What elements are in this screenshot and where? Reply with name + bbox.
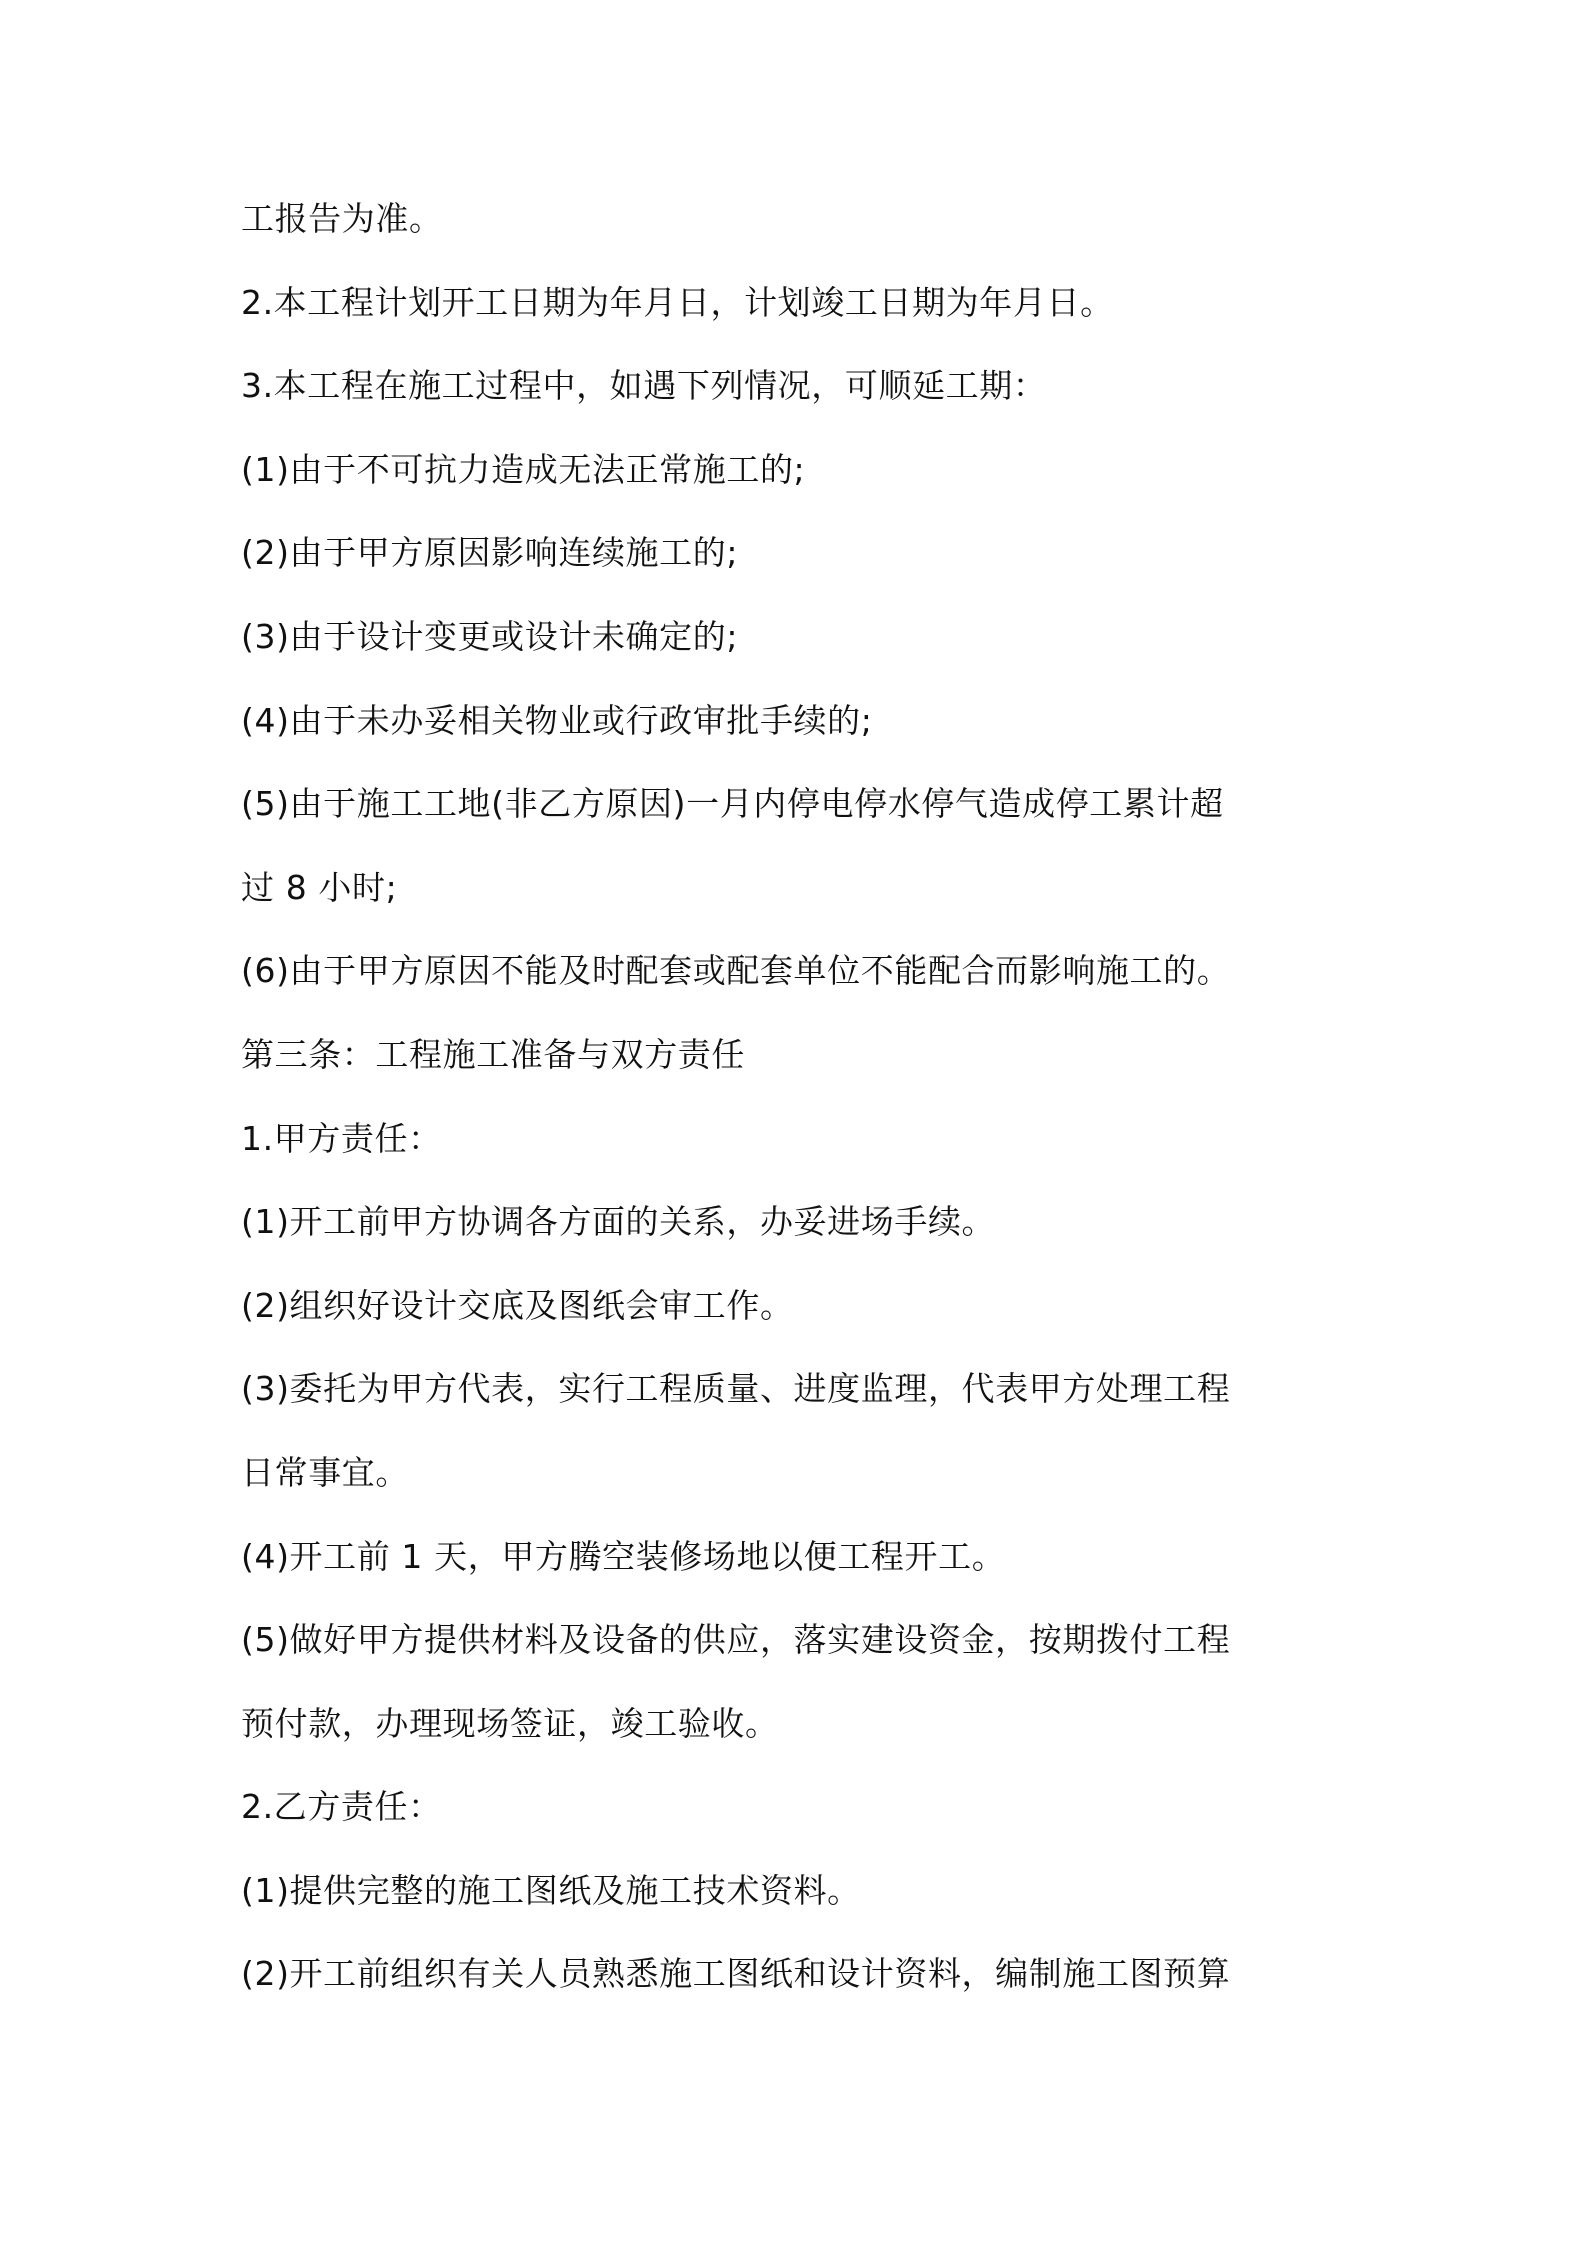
text-line: (2)开工前组织有关人员熟悉施工图纸和设计资料，编制施工图预算 [241,1954,1231,1994]
text-line: (1)提供完整的施工图纸及施工技术资料。 [241,1870,861,1910]
text-line: 过 8 小时; [241,867,398,907]
text-line: 2.本工程计划开工日期为年月日，计划竣工日期为年月日。 [241,282,1114,322]
text-line: 预付款，办理现场签证，竣工验收。 [241,1703,779,1743]
document-body [241,196,1361,2035]
text-line: (1)由于不可抗力造成无法正常施工的; [241,449,806,489]
text-line: 3.本工程在施工过程中，如遇下列情况，可顺延工期： [241,366,1047,406]
text-line: (3)委托为甲方代表，实行工程质量、进度监理，代表甲方处理工程 [241,1369,1231,1409]
text-line: 1.甲方责任： [241,1118,442,1158]
text-line: (2)组织好设计交底及图纸会审工作。 [241,1285,794,1325]
text-line: (6)由于甲方原因不能及时配套或配套单位不能配合而影响施工的。 [241,951,1231,991]
text-line: (1)开工前甲方协调各方面的关系，办妥进场手续。 [241,1202,996,1242]
text-line: (4)开工前 1 天，甲方腾空装修场地以便工程开工。 [241,1536,1006,1576]
text-line: (4)由于未办妥相关物业或行政审批手续的; [241,700,873,740]
text-line: 日常事宜。 [241,1452,409,1492]
text-line: (2)由于甲方原因影响连续施工的; [241,533,739,573]
text-line: 2.乙方责任： [241,1787,442,1827]
text-line: (5)由于施工工地(非乙方原因)一月内停电停水停气造成停工累计超 [241,784,1224,824]
text-line: 工报告为准。 [241,199,443,238]
text-line: (5)做好甲方提供材料及设备的供应，落实建设资金，按期拨付工程 [241,1620,1231,1660]
section-heading: 第三条：工程施工准备与双方责任 [241,1034,745,1074]
text-line: (3)由于设计变更或设计未确定的; [241,616,739,656]
